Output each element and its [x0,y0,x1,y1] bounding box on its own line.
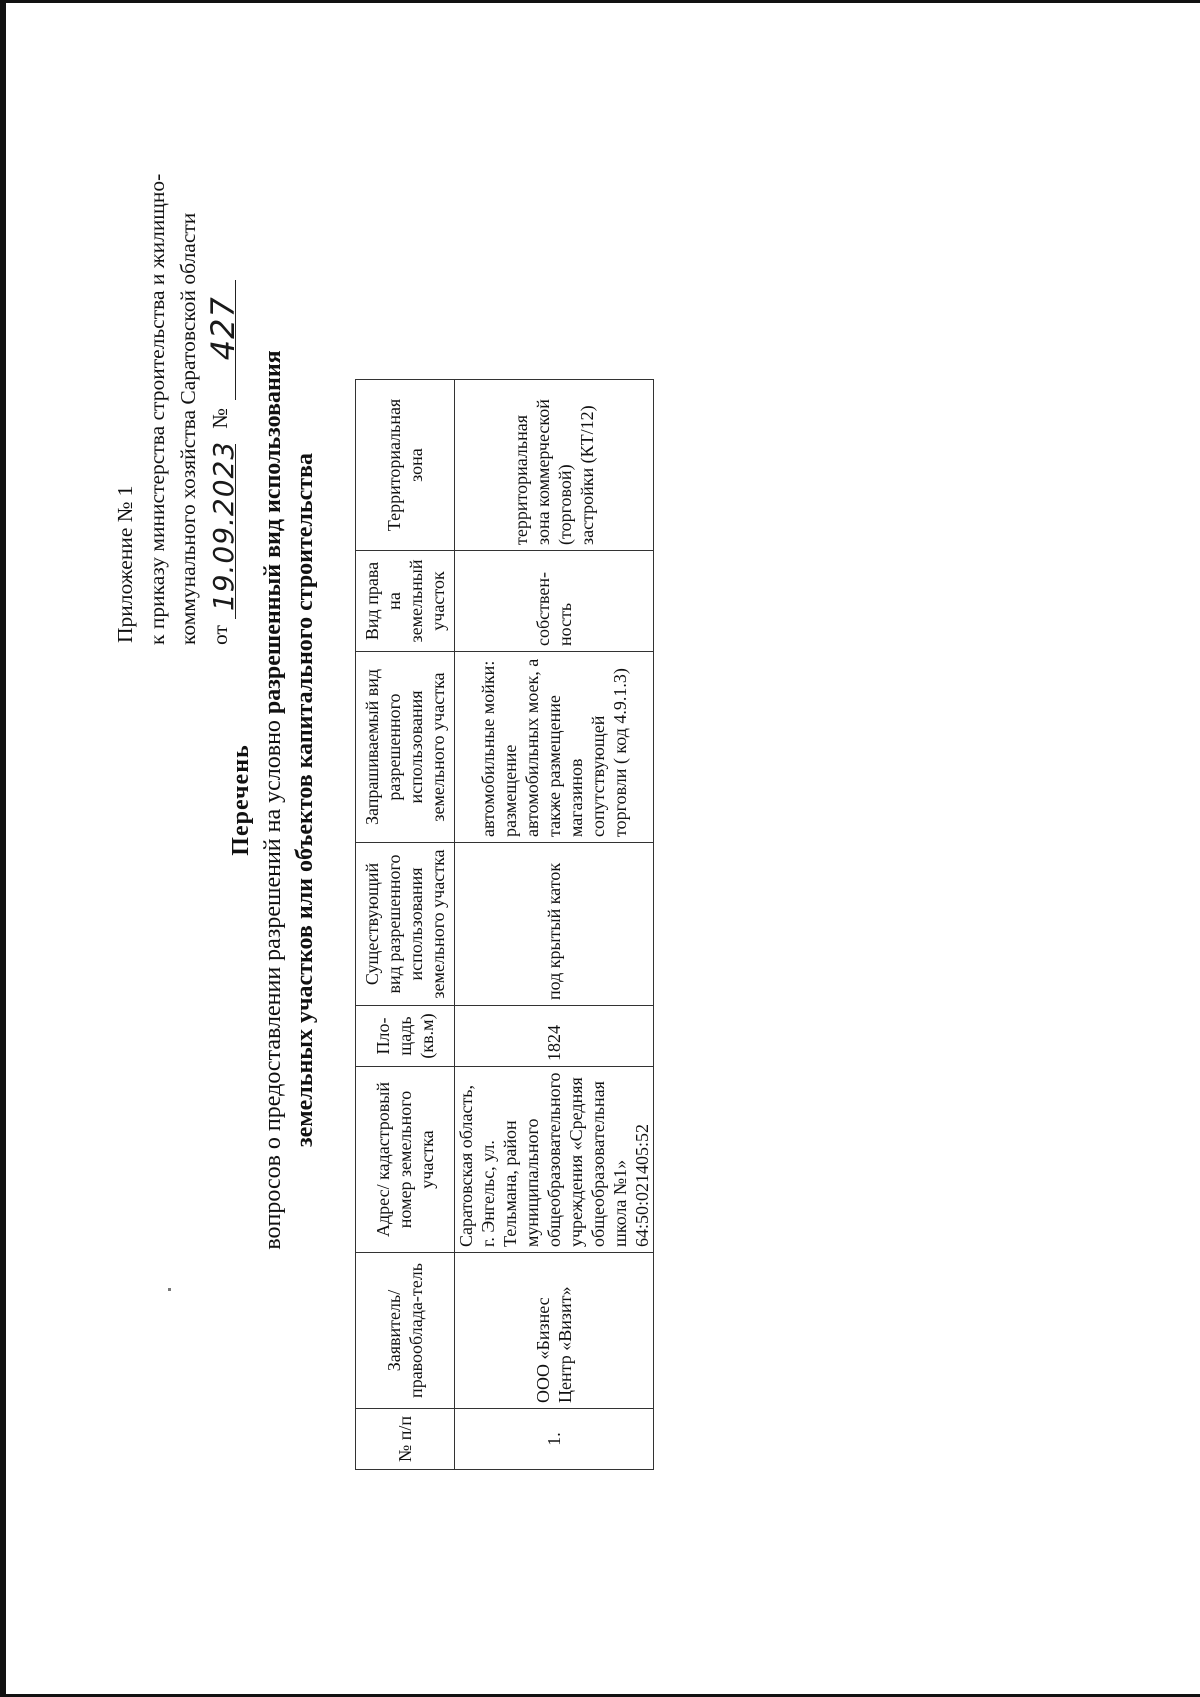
from-label: от [207,625,232,645]
subtitle-part1: вопросов о предоставлении разрешений на условно [260,720,286,1250]
cell-requested-use: автомобильные мойки: размещение автомобильных моек, а также размещение магазинов сопутствующей торговли ( код 4.9.1.3) [455,652,654,843]
subtitle-part2: разрешенный вид использования [260,350,286,715]
document-subtitle-line1 [257,100,289,1500]
table-row [455,380,654,1470]
header-territorial-zone: Территориальная зона [356,380,455,551]
cell-area: 1824 [455,1006,654,1067]
header-requested-use: Запрашиваемый вид разрешенного использования земельного участка [356,652,455,843]
document-title: Перечень [228,744,254,856]
header-number: № п/п [356,1409,455,1470]
permits-table [355,379,654,1470]
appendix-ministry-line: коммунального хозяйства Саратовской области [176,212,200,645]
header-applicant: Заявитель/ правооблада-тель [356,1253,455,1409]
cell-address: Саратовская область, г. Энгельс, ул. Тельмана, район муниципального общеобразовательного учреждения «Средняя общеобразовательная школа №1» 64:50:021405:52 [455,1067,654,1253]
cell-right-type: собствен-ность [455,551,654,652]
number-label: № [207,408,232,429]
header-address: Адрес/ кадастровый номер земельного участка [356,1067,455,1253]
cell-territorial-zone: территориальная зона коммерческой (торговой) застройки (КТ/12) [455,380,654,551]
cell-applicant: ООО «Бизнес Центр «Визит» [455,1253,654,1409]
appendix-order-line: к приказу министерства строительства и жилищно- [144,173,169,645]
handwritten-date: 19.09.2023 [206,440,240,612]
document-subtitle-line2: земельных участков или объектов капитального строительства [292,453,318,1147]
handwritten-number: 427 [203,296,242,361]
header-right-type: Вид права на земельный участок [356,551,455,652]
header-area: Пло-щадь (кв.м) [356,1006,455,1067]
appendix-block [110,5,242,645]
cell-existing-use: под крытый каток [455,843,654,1006]
appendix-title: Приложение № 1 [113,485,137,643]
header-existing-use: Существующий вид разрешенного использования земельного участка [356,843,455,1006]
table-header-row [356,380,455,1470]
document-title-block [225,100,321,1500]
cell-number: 1. [455,1409,654,1470]
